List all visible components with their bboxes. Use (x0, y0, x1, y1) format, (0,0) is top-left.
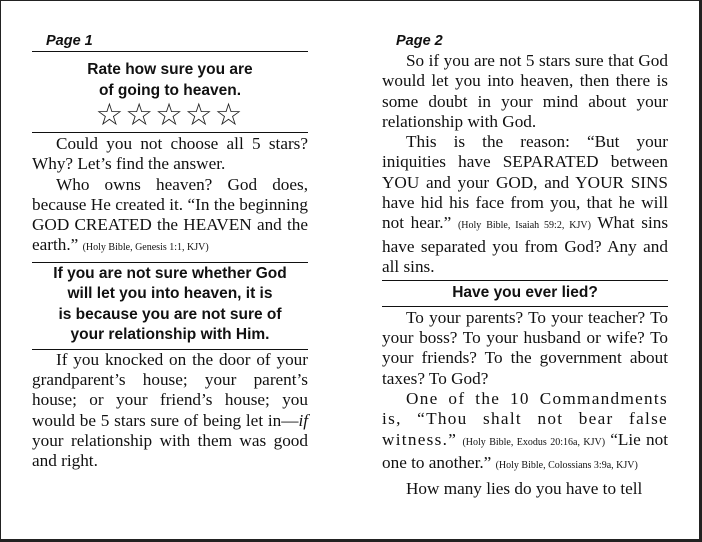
paragraph-text: If you knocked on the door of your grandparent’s house; your parent’s house; or your friend’s house; you would be 5 stars sure of being let in— (32, 349, 308, 430)
paragraph-text: One of the 10 Commandments is, “Thou shalt not bear false witness.” (382, 388, 668, 449)
key-statement-line: is because you are not sure of (58, 305, 282, 323)
bible-citation: (Holy Bible, Genesis 1:1, KJV) (82, 242, 209, 254)
paragraph-text: “Lie not one to another.” (382, 429, 669, 472)
paragraph-not-sure: So if you are not 5 stars sure that God would let you into heaven, then there is some doubt in your mind about your relationship with God. (382, 51, 668, 131)
rate-heading-line-2: of going to heaven. (98, 81, 242, 99)
paragraph-text: What sins have separated you from God? Any and all sins. (382, 213, 669, 276)
bible-citation: (Holy Bible, Exodus 20:16a, KJV) (462, 436, 606, 448)
page-2-column (382, 32, 668, 499)
page-1-column (32, 32, 308, 472)
paragraph-intro: Could you not choose all 5 stars? Why? Let’s find the answer. (32, 134, 308, 174)
key-statement-line: will let you into heaven, it is (67, 285, 273, 303)
rate-heading-line-1: Rate how sure you are (87, 61, 253, 78)
paragraph-lie-list: To your parents? To your teacher? To your boss? To your husband or wife? To your friends? To the government about taxes? To God? (382, 307, 668, 388)
key-statement-line: If you are not sure whether God (53, 264, 287, 282)
paragraph-who-owns-heaven (32, 175, 308, 259)
key-statement-line: your relationship with Him. (70, 326, 270, 344)
paragraph-commandment (382, 389, 668, 476)
star-rating[interactable]: ☆☆☆☆☆ (95, 97, 245, 133)
page-2-label: Page 2 (396, 33, 443, 49)
divider (32, 51, 308, 52)
paragraph-how-many-lies: How many lies do you have to tell (406, 479, 643, 499)
paragraph-text: This is the reason: “But your iniquities have SEPARATED between YOU and your GOD, and YOUR SINS have hid his face from you, that he will not hear.” (382, 132, 668, 233)
paragraph-text: your relationship with them was good and right. (32, 430, 308, 471)
key-statement (32, 264, 308, 346)
divider (382, 280, 668, 281)
page-1-label: Page 1 (46, 33, 93, 49)
bible-citation: (Holy Bible, Colossians 3:9a, KJV) (495, 459, 638, 471)
paragraph-knock-door (32, 350, 308, 472)
bible-citation: (Holy Bible, Isaiah 59:2, KJV) (457, 220, 591, 232)
paragraph-text: Who owns heaven? God does, because He created it. “In the beginning GOD CREATED the HEAVEN and the earth.” (32, 174, 308, 255)
rate-heading (32, 60, 308, 101)
lied-heading: Have you ever lied? (452, 284, 598, 302)
divider (32, 262, 308, 263)
emphasis-text: if (298, 410, 308, 430)
paragraph-reason (382, 132, 668, 277)
divider (382, 306, 668, 307)
